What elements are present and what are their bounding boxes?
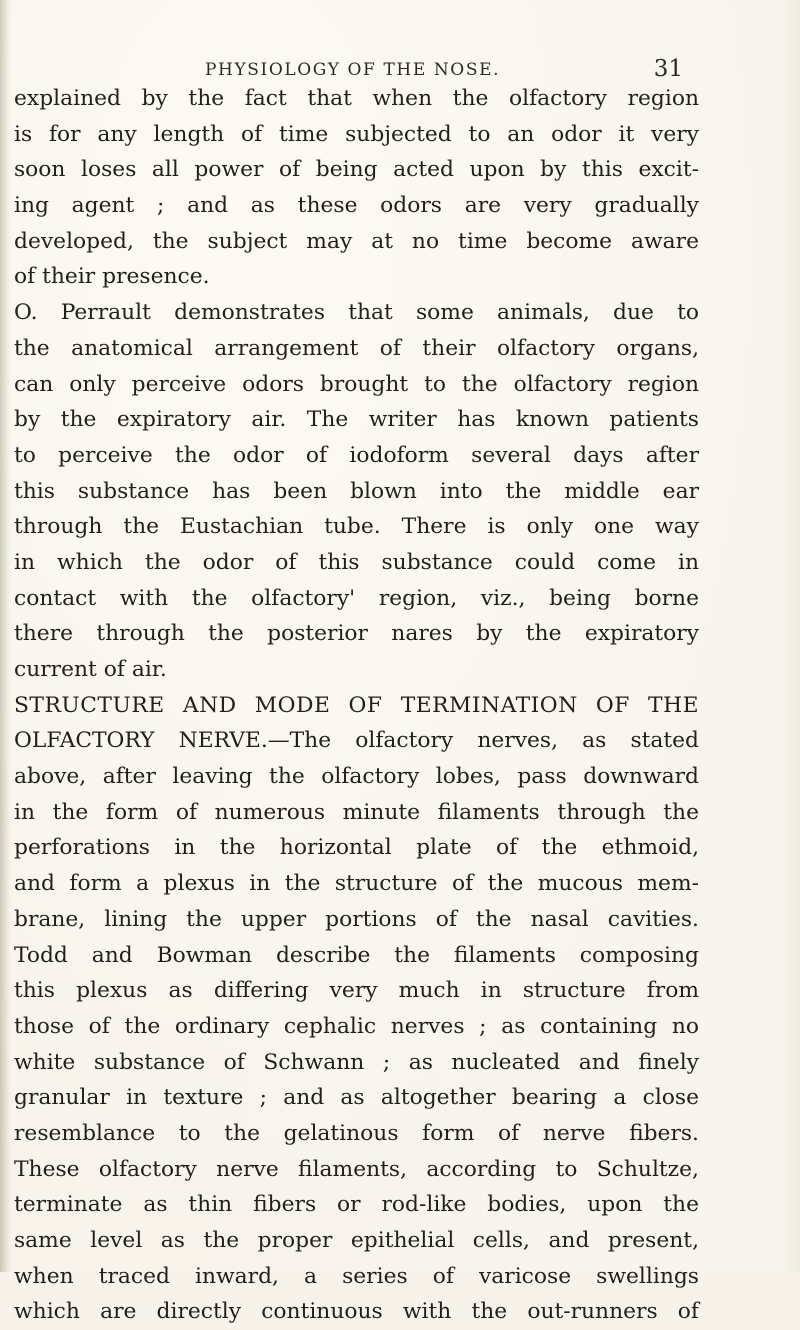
text-line: there through the posterior nares by the expiratory bbox=[14, 621, 699, 647]
text-line: terminate as thin fibers or rod-like bodies, upon the bbox=[14, 1192, 699, 1218]
section-heading-line: STRUCTURE AND MODE OF TERMINATION OF THE bbox=[14, 692, 699, 718]
text-line: through the Eustachian tube. There is only one way bbox=[14, 514, 699, 540]
text-line: O. Perrault demonstrates that some animals, due to bbox=[14, 300, 699, 326]
text-line: this plexus as differing very much in structure from bbox=[14, 978, 699, 1004]
text-line: and form a plexus in the structure of the mucous mem- bbox=[14, 871, 699, 897]
text-line: in which the odor of this substance could come in bbox=[14, 549, 699, 575]
text-line: those of the ordinary cephalic nerves ; as containing no bbox=[14, 1013, 699, 1039]
text-line: in the form of numerous minute filaments through the bbox=[14, 799, 699, 825]
text-line: this substance has been blown into the middle ear bbox=[14, 478, 699, 504]
text-line: contact with the olfactory' region, viz., being borne bbox=[14, 585, 699, 611]
text-line: above, after leaving the olfactory lobes, pass downward bbox=[14, 764, 699, 790]
text-line: developed, the subject may at no time become aware bbox=[14, 228, 699, 254]
text-line: OLFACTORY NERVE.—The olfactory nerves, as stated bbox=[14, 728, 699, 754]
page-number: 31 bbox=[653, 56, 683, 82]
text-line: which are directly continuous with the out-runners of bbox=[14, 1299, 699, 1325]
text-line: soon loses all power of being acted upon by this excit- bbox=[14, 157, 699, 183]
text-line: white substance of Schwann ; as nucleated and finely bbox=[14, 1049, 699, 1075]
text-line: resemblance to the gelatinous form of nerve fibers. bbox=[14, 1120, 699, 1146]
text-line: Todd and Bowman describe the filaments composing bbox=[14, 942, 699, 968]
text-line: the anatomical arrangement of their olfactory organs, bbox=[14, 335, 699, 361]
text-line: current of air. bbox=[14, 657, 167, 682]
text-line: is for any length of time subjected to an odor it very bbox=[14, 121, 699, 147]
text-line: These olfactory nerve filaments, according to Schultze, bbox=[14, 1156, 699, 1182]
text-line: explained by the fact that when the olfactory region bbox=[14, 86, 699, 111]
binding-shadow bbox=[0, 0, 10, 1272]
text-line: by the expiratory air. The writer has known patients bbox=[14, 407, 699, 433]
body-text bbox=[14, 81, 699, 1330]
running-head-title: PHYSIOLOGY OF THE NOSE. bbox=[205, 60, 501, 80]
text-line: granular in texture ; and as altogether bearing a close bbox=[14, 1085, 699, 1111]
text-line: to perceive the odor of iodoform several days after bbox=[14, 442, 699, 468]
text-line: ing agent ; and as these odors are very gradually bbox=[14, 193, 699, 219]
text-line: brane, lining the upper portions of the nasal cavities. bbox=[14, 906, 699, 932]
text-line: of their presence. bbox=[14, 264, 210, 290]
text-line: perforations in the horizontal plate of the ethmoid, bbox=[14, 835, 699, 861]
text-line: same level as the proper epithelial cells, and present, bbox=[14, 1228, 699, 1253]
text-line: when traced inward, a series of varicose swellings bbox=[14, 1263, 699, 1289]
text-line: can only perceive odors brought to the olfactory region bbox=[14, 371, 699, 397]
